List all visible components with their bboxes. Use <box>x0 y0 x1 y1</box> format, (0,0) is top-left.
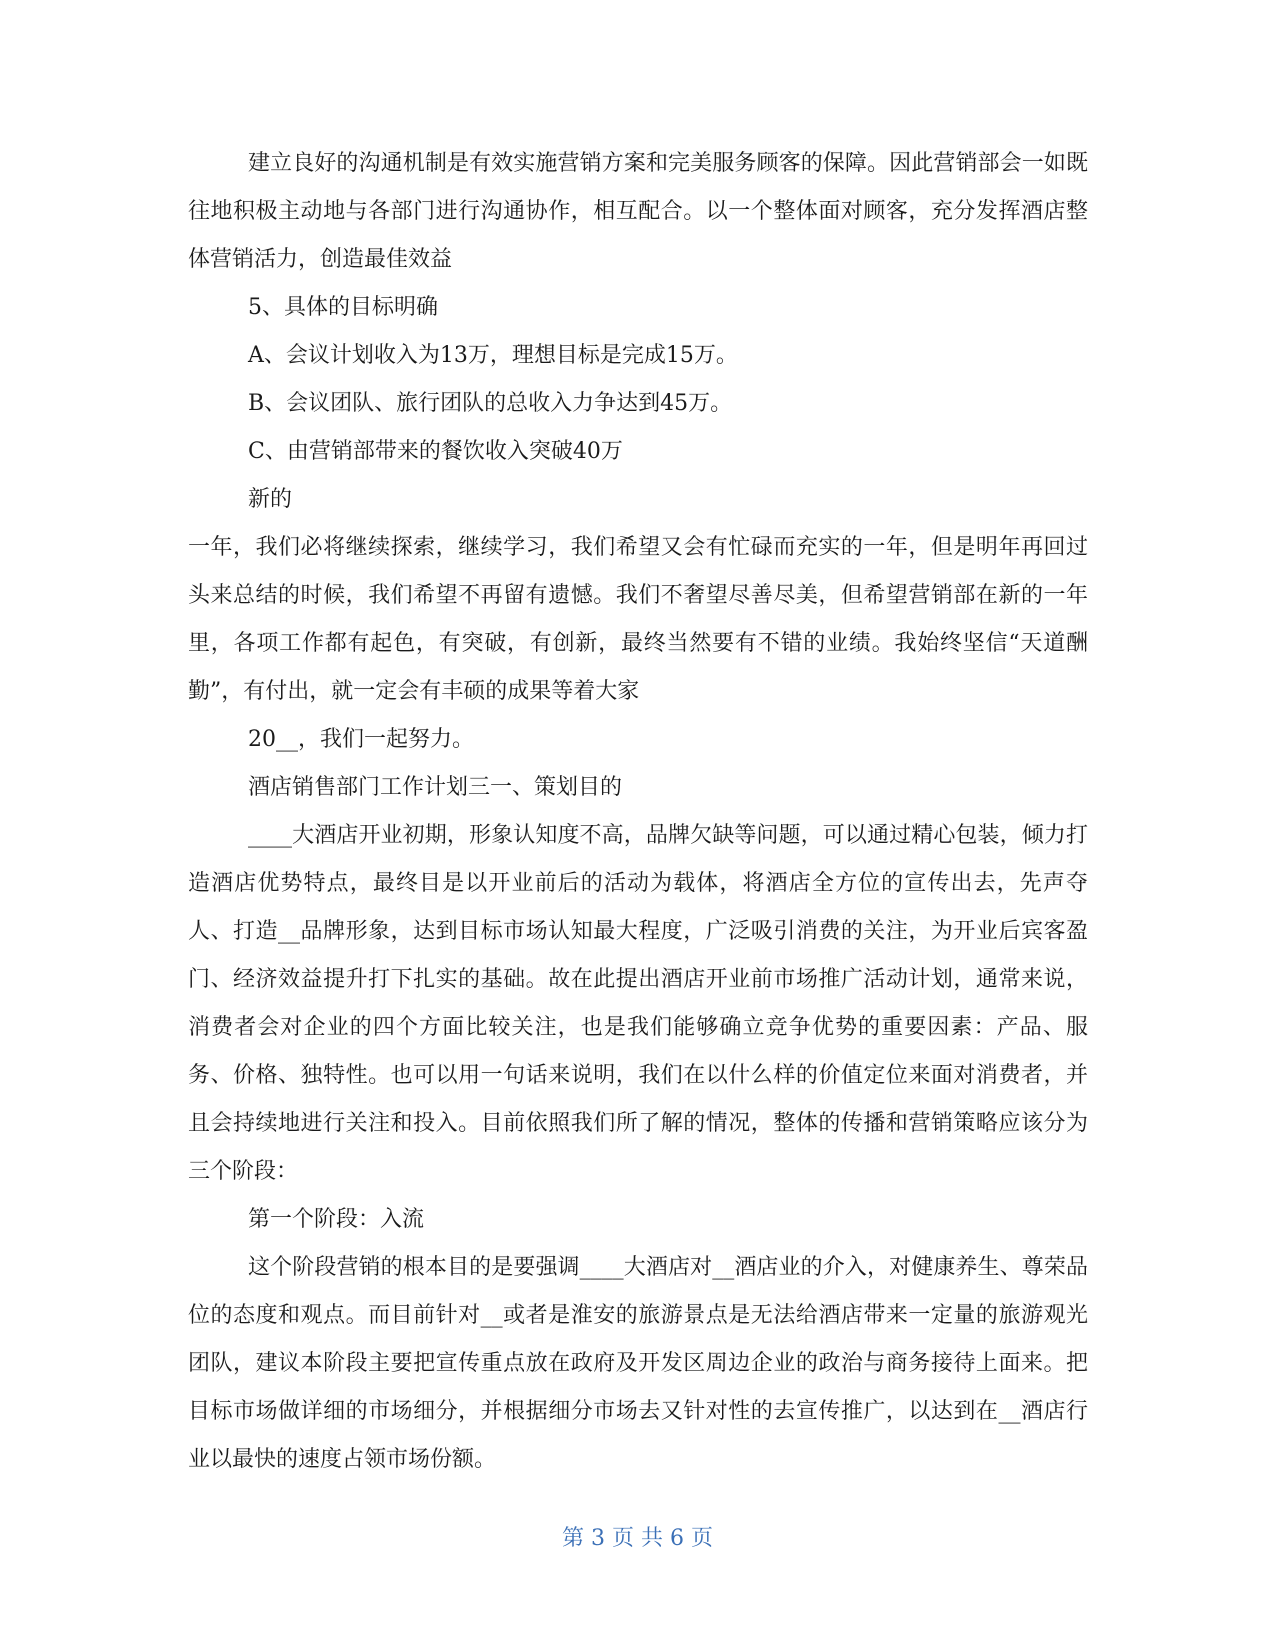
paragraph-communication: 建立良好的沟通机制是有效实施营销方案和完美服务顾客的保障。因此营销部会一如既往地积极主动地与各部门进行沟通协作，相互配合。以一个整体面对顾客，充分发挥酒店整体营销活力，创造最佳效益 <box>188 151 1088 272</box>
paragraph-stage-one-heading: 第一个阶段：入流 <box>248 1207 425 1232</box>
paragraph-goal-c: C、由营销部带来的餐饮收入突破40万 <box>248 439 623 464</box>
paragraph-purpose: ____大酒店开业初期，形象认知度不高，品牌欠缺等问题，可以通过精心包装，倾力打造酒店优势特点，最终目是以开业前后的活动为载体，将酒店全方位的宣传出去，先声夺人、打造__品牌形象，达到目标市场认知最大程度，广泛吸引消费的关注，为开业后宾客盈门、经济效益提升打下扎实的基础。故在此提出酒店开业前市场推广活动计划，通常来说，消费者会对企业的四个方面比较关注，也是我们能够确立竞争优势的重要因素：产品、服务、价格、独特性。也可以用一句话来说明，我们在以什么样的价值定位来面对消费者，并且会持续地进行关注和投入。目前依照我们所了解的情况，整体的传播和营销策略应该分为三个阶段： <box>188 823 1088 1184</box>
paragraph-goal-heading: 5、具体的目标明确 <box>248 295 438 320</box>
paragraph-new-year: 一年，我们必将继续探索，继续学习，我们希望又会有忙碌而充实的一年，但是明年再回过头来总结的时候，我们希望不再留有遗憾。我们不奢望尽善尽美，但希望营销部在新的一年里，各项工作都有起色，有突破，有创新，最终当然要有不错的业绩。我始终坚信“天道酬勤”，有付出，就一定会有丰硕的成果等着大家 <box>188 535 1088 704</box>
paragraph-goal-a: A、会议计划收入为13万，理想目标是完成15万。 <box>248 343 738 368</box>
paragraph-together: 20__，我们一起努力。 <box>248 727 474 752</box>
paragraph-stage-one: 这个阶段营销的根本目的是要强调____大酒店对__酒店业的介入，对健康养生、尊荣品位的态度和观点。而目前针对__或者是淮安的旅游景点是无法给酒店带来一定量的旅游观光团队，建议本阶段主要把宣传重点放在政府及开发区周边企业的政治与商务接待上面来。把目标市场做详细的市场细分，并根据细分市场去又针对性的去宣传推广，以达到在__酒店行业以最快的速度占领市场份额。 <box>188 1255 1088 1472</box>
section-heading-plan-three: 酒店销售部门工作计划三一、策划目的 <box>248 775 623 800</box>
paragraph-new-fragment: 新的 <box>248 487 293 512</box>
document-body <box>188 140 1088 1484</box>
paragraph-goal-b: B、会议团队、旅行团队的总收入力争达到45万。 <box>248 391 733 416</box>
page-number: 第 3 页 共 6 页 <box>562 1526 713 1551</box>
